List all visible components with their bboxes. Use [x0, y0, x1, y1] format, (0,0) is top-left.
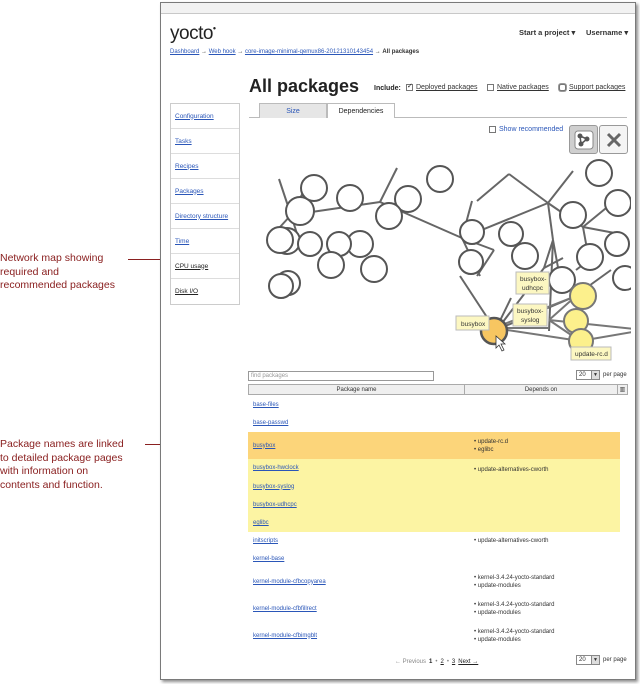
column-chooser-icon[interactable]: ▥ — [617, 385, 627, 394]
graph-label-busybox: busybox — [461, 321, 486, 328]
breadcrumb-separator: → — [199, 49, 209, 55]
annotation-line: contents and function. — [0, 478, 103, 491]
table-header — [248, 384, 628, 395]
per-page-select[interactable] — [576, 370, 600, 380]
breadcrumb-build[interactable]: core-image-minimal-qemux86-20121310143454 — [244, 49, 374, 55]
table-row — [248, 532, 620, 550]
tab-bar — [259, 103, 395, 118]
package-link[interactable]: base-files — [253, 401, 279, 408]
graph-label-udhcpc: busybox- — [520, 276, 547, 283]
browser-window — [160, 2, 636, 680]
pager-previous: ← Previous — [395, 659, 427, 665]
close-icon — [605, 131, 623, 149]
support-label: Support packages — [569, 84, 626, 91]
sidebar-item-disk-io[interactable]: Disk I/O — [175, 288, 199, 295]
find-packages-input[interactable]: find packages — [248, 371, 434, 381]
sidebar-link[interactable]: Tasks — [175, 137, 192, 145]
checkbox-checked-icon[interactable] — [406, 84, 413, 91]
per-page-select[interactable] — [576, 655, 600, 665]
package-link[interactable]: busybox — [253, 442, 276, 449]
dependency: • update-modules — [474, 609, 521, 616]
dependency: • update-rc.d — [474, 438, 509, 445]
column-header-package-name[interactable]: Package name — [249, 385, 465, 394]
include-label: Include: — [374, 85, 401, 92]
breadcrumb-dashboard[interactable]: Dashboard — [170, 49, 200, 55]
support-packages-checkbox[interactable] — [559, 84, 625, 91]
breadcrumb — [170, 49, 419, 55]
package-link[interactable]: kernel-module-cfbfillrect — [253, 605, 317, 612]
dependency: • kernel-3.4.24-yocto-standard — [474, 601, 555, 608]
sidebar-item-directory-structure[interactable] — [171, 204, 239, 229]
pager-page-1: 1 — [429, 659, 433, 665]
pager-separator: • — [435, 659, 438, 665]
checkbox-icon[interactable] — [559, 84, 566, 91]
annotation-line: recommended packages — [0, 279, 115, 291]
table-row — [248, 550, 620, 568]
deployed-packages-checkbox[interactable] — [406, 84, 478, 91]
per-page-label: per page — [603, 372, 627, 378]
pager-separator: • — [446, 659, 449, 665]
dependency: • eglibc — [474, 446, 494, 453]
checkbox-icon[interactable] — [489, 126, 496, 133]
show-recommended-checkbox[interactable] — [489, 126, 563, 133]
breadcrumb-separator: → — [373, 49, 383, 55]
annotation-line: required and — [0, 265, 59, 278]
dependency: • kernel-3.4.24-yocto-standard — [474, 628, 555, 635]
dependency: • update-alternatives-cworth — [474, 538, 549, 544]
dependency-list — [474, 601, 554, 617]
per-page-value: 20 — [579, 372, 586, 378]
deployed-label: Deployed packages — [416, 84, 478, 91]
breadcrumb-webhook[interactable]: Web hook — [208, 49, 236, 55]
logo-text: yocto — [170, 23, 213, 44]
network-graph-icon — [574, 130, 594, 150]
window-titlebar — [161, 3, 635, 14]
package-link[interactable]: eglibc — [253, 520, 269, 526]
tab-dependencies[interactable]: Dependencies — [327, 103, 395, 118]
dependency-list — [474, 438, 508, 454]
table-row — [248, 432, 620, 459]
dependency: • update-modules — [474, 636, 521, 643]
annotation-line: to detailed package pages — [0, 451, 123, 464]
pager-page-3[interactable]: 3 — [451, 659, 456, 665]
per-page-control-top — [576, 370, 627, 380]
table-row — [248, 568, 620, 595]
sidebar-link[interactable]: Time — [175, 237, 190, 245]
dependency: • update-modules — [474, 582, 521, 589]
graph-label-update-rc: update-rc.d — [575, 351, 608, 358]
package-link[interactable]: busybox-hwclock — [253, 465, 299, 471]
per-page-control-bottom — [576, 655, 627, 665]
dependency-list — [474, 628, 554, 644]
package-link[interactable]: initscripts — [253, 538, 279, 544]
sidebar-item-configuration[interactable] — [171, 104, 239, 129]
sidebar-link[interactable]: Directory structure — [175, 212, 229, 220]
table-row — [248, 459, 620, 477]
checkbox-icon[interactable] — [487, 84, 494, 91]
graph-label-syslog: syslog — [521, 317, 540, 324]
page-title: All packages — [249, 76, 360, 96]
chevron-down-icon: ▼ — [591, 371, 599, 379]
dependency-list — [474, 537, 548, 545]
user-menu[interactable]: Username ▾ — [586, 28, 629, 37]
graph-label-udhcpc: udhcpc — [522, 285, 543, 292]
table-row — [248, 514, 620, 532]
show-recommended-label: Show recommended — [499, 126, 564, 133]
package-link[interactable]: kernel-base — [253, 556, 285, 562]
sidebar-link[interactable]: Configuration — [175, 112, 214, 120]
dependency: • kernel-3.4.24-yocto-standard — [474, 574, 555, 581]
per-page-value: 20 — [579, 657, 586, 663]
sidebar-link[interactable]: Recipes — [175, 162, 199, 170]
dependency-network-map — [251, 148, 631, 368]
package-table — [248, 395, 620, 649]
sidebar-item-cpu-usage[interactable]: CPU usage — [171, 254, 239, 279]
annotation-network-map — [0, 252, 140, 293]
package-link[interactable]: base-passwd — [253, 420, 289, 426]
dependency-list — [474, 466, 548, 474]
dependency: • update-alternatives-cworth — [474, 466, 549, 473]
annotation-line: with information on — [0, 465, 89, 477]
sidebar-item-recipes[interactable] — [171, 154, 239, 179]
tab-size[interactable]: Size — [259, 103, 327, 118]
sidebar-link[interactable]: Packages — [175, 187, 204, 195]
dependency-list — [474, 574, 554, 590]
chevron-down-icon: ▼ — [591, 656, 599, 664]
per-page-label: per page — [603, 657, 627, 663]
sidebar-item-packages[interactable] — [171, 179, 239, 204]
pager-next[interactable]: Next → — [458, 659, 479, 665]
yocto-logo[interactable] — [170, 23, 216, 45]
breadcrumb-separator: → — [235, 49, 245, 55]
annotation-line: Package names are linked — [0, 438, 124, 450]
package-link[interactable]: kernel-module-cfbcopyarea — [253, 578, 326, 585]
sidebar-item-time[interactable] — [171, 229, 239, 254]
native-label: Native packages — [497, 84, 549, 91]
column-header-depends-on[interactable]: Depends on — [524, 386, 558, 393]
table-row — [248, 395, 620, 414]
native-packages-checkbox[interactable] — [487, 84, 549, 91]
table-row — [248, 595, 620, 622]
pagination — [395, 659, 478, 665]
pager-page-2[interactable]: 2 — [440, 659, 444, 665]
sidebar-item-tasks[interactable] — [171, 129, 239, 154]
package-link[interactable]: busybox-syslog — [253, 483, 295, 490]
breadcrumb-current: All packages — [382, 49, 420, 55]
annotation-line: Network map showing — [0, 252, 104, 264]
logo-dot: • — [212, 23, 216, 34]
package-link[interactable]: kernel-module-cfbimgblt — [253, 632, 318, 639]
graph-label-syslog: busybox- — [517, 308, 544, 315]
annotation-package-names — [0, 438, 140, 492]
table-row — [248, 622, 620, 649]
start-project-menu[interactable]: Start a project ▾ — [519, 28, 576, 37]
package-link[interactable]: busybox-udhcpc — [253, 502, 297, 508]
table-row — [248, 414, 620, 432]
table-row — [248, 496, 620, 514]
sidebar — [170, 103, 240, 305]
